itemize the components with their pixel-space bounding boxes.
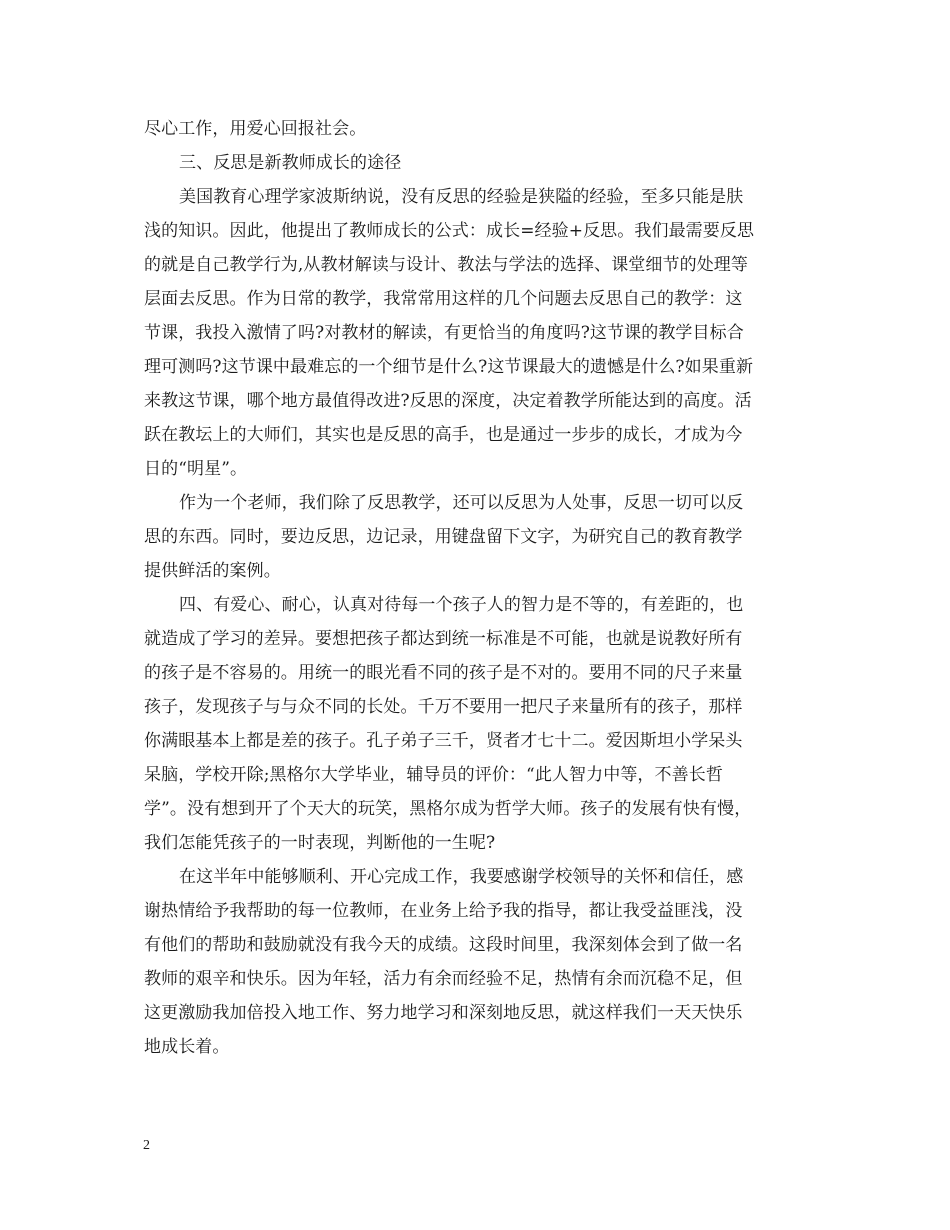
document-body bbox=[144, 112, 822, 1064]
text-line: 谢热情给予我帮助的每一位教师，在业务上给予我的指导，都让我受益匪浅，没 bbox=[144, 901, 743, 921]
text-line: 呆脑，学校开除;黑格尔大学毕业，辅导员的评价：“此人智力中等，不善长哲 bbox=[144, 765, 723, 785]
text-line: 的孩子是不容易的。用统一的眼光看不同的孩子是不对的。要用不同的尺子来量 bbox=[144, 663, 743, 683]
text-line: 层面去反思。作为日常的教学，我常常用这样的几个问题去反思自己的教学：这 bbox=[144, 289, 743, 309]
text-line: 节课，我投入激情了吗?对教材的解读，有更恰当的角度吗?这节课的教学目标合 bbox=[144, 323, 744, 343]
text-line: 提供鲜活的案例。 bbox=[144, 561, 281, 581]
text-line: 学”。没有想到开了个天大的玩笑，黑格尔成为哲学大师。孩子的发展有快有慢， bbox=[144, 799, 752, 819]
text-line: 有他们的帮助和鼓励就没有我今天的成绩。这段时间里，我深刻体会到了做一名 bbox=[144, 935, 743, 955]
text-line: 浅的知识。因此，他提出了教师成长的公式：成长=经验+反思。我们最需要反思 bbox=[144, 221, 755, 241]
text-line: 就造成了学习的差异。要想把孩子都达到统一标准是不可能，也就是说教好所有 bbox=[144, 629, 743, 649]
text-line: 地成长着。 bbox=[144, 1037, 230, 1057]
text-line: 思的东西。同时，要边反思，边记录，用键盘留下文字，为研究自己的教育教学 bbox=[144, 527, 743, 547]
text-line: 日的“明星”。 bbox=[144, 459, 248, 479]
text-line: 尽心工作，用爱心回报社会。 bbox=[144, 119, 367, 139]
section-heading: 四、有爱心、耐心，认真对待每一个孩子人的智力是不等的，有差距的，也 bbox=[179, 595, 744, 615]
text-line: 来教这节课，哪个地方最值得改进?反思的深度，决定着教学所能达到的高度。活 bbox=[144, 391, 752, 411]
text-line: 我们怎能凭孩子的一时表现，判断他的一生呢? bbox=[144, 833, 496, 853]
text-line: 在这半年中能够顺利、开心完成工作，我要感谢学校领导的关怀和信任，感 bbox=[179, 867, 744, 887]
text-line: 孩子，发现孩子与与众不同的长处。千万不要用一把尺子来量所有的孩子，那样 bbox=[144, 697, 743, 717]
text-line: 跃在教坛上的大师们，其实也是反思的高手，也是通过一步步的成长，才成为今 bbox=[144, 425, 743, 445]
text-line: 的就是自己教学行为,从教材解读与设计、教法与学法的选择、课堂细节的处理等 bbox=[144, 255, 749, 275]
section-heading: 三、反思是新教师成长的途径 bbox=[179, 153, 402, 173]
page-number: 2 bbox=[143, 1138, 150, 1153]
text-line: 美国教育心理学家波斯纳说，没有反思的经验是狭隘的经验，至多只能是肤 bbox=[179, 187, 744, 207]
text-line: 这更激励我加倍投入地工作、努力地学习和深刻地反思，就这样我们一天天快乐 bbox=[144, 1003, 743, 1023]
text-line: 你满眼基本上都是差的孩子。孔子弟子三千，贤者才七十二。爱因斯坦小学呆头 bbox=[144, 731, 743, 751]
text-line: 理可测吗?这节课中最难忘的一个细节是什么?这节课最大的遗憾是什么?如果重新 bbox=[144, 357, 754, 377]
text-line: 作为一个老师，我们除了反思教学，还可以反思为人处事，反思一切可以反 bbox=[179, 493, 744, 513]
text-line: 教师的艰辛和快乐。因为年轻，活力有余而经验不足，热情有余而沉稳不足，但 bbox=[144, 969, 743, 989]
